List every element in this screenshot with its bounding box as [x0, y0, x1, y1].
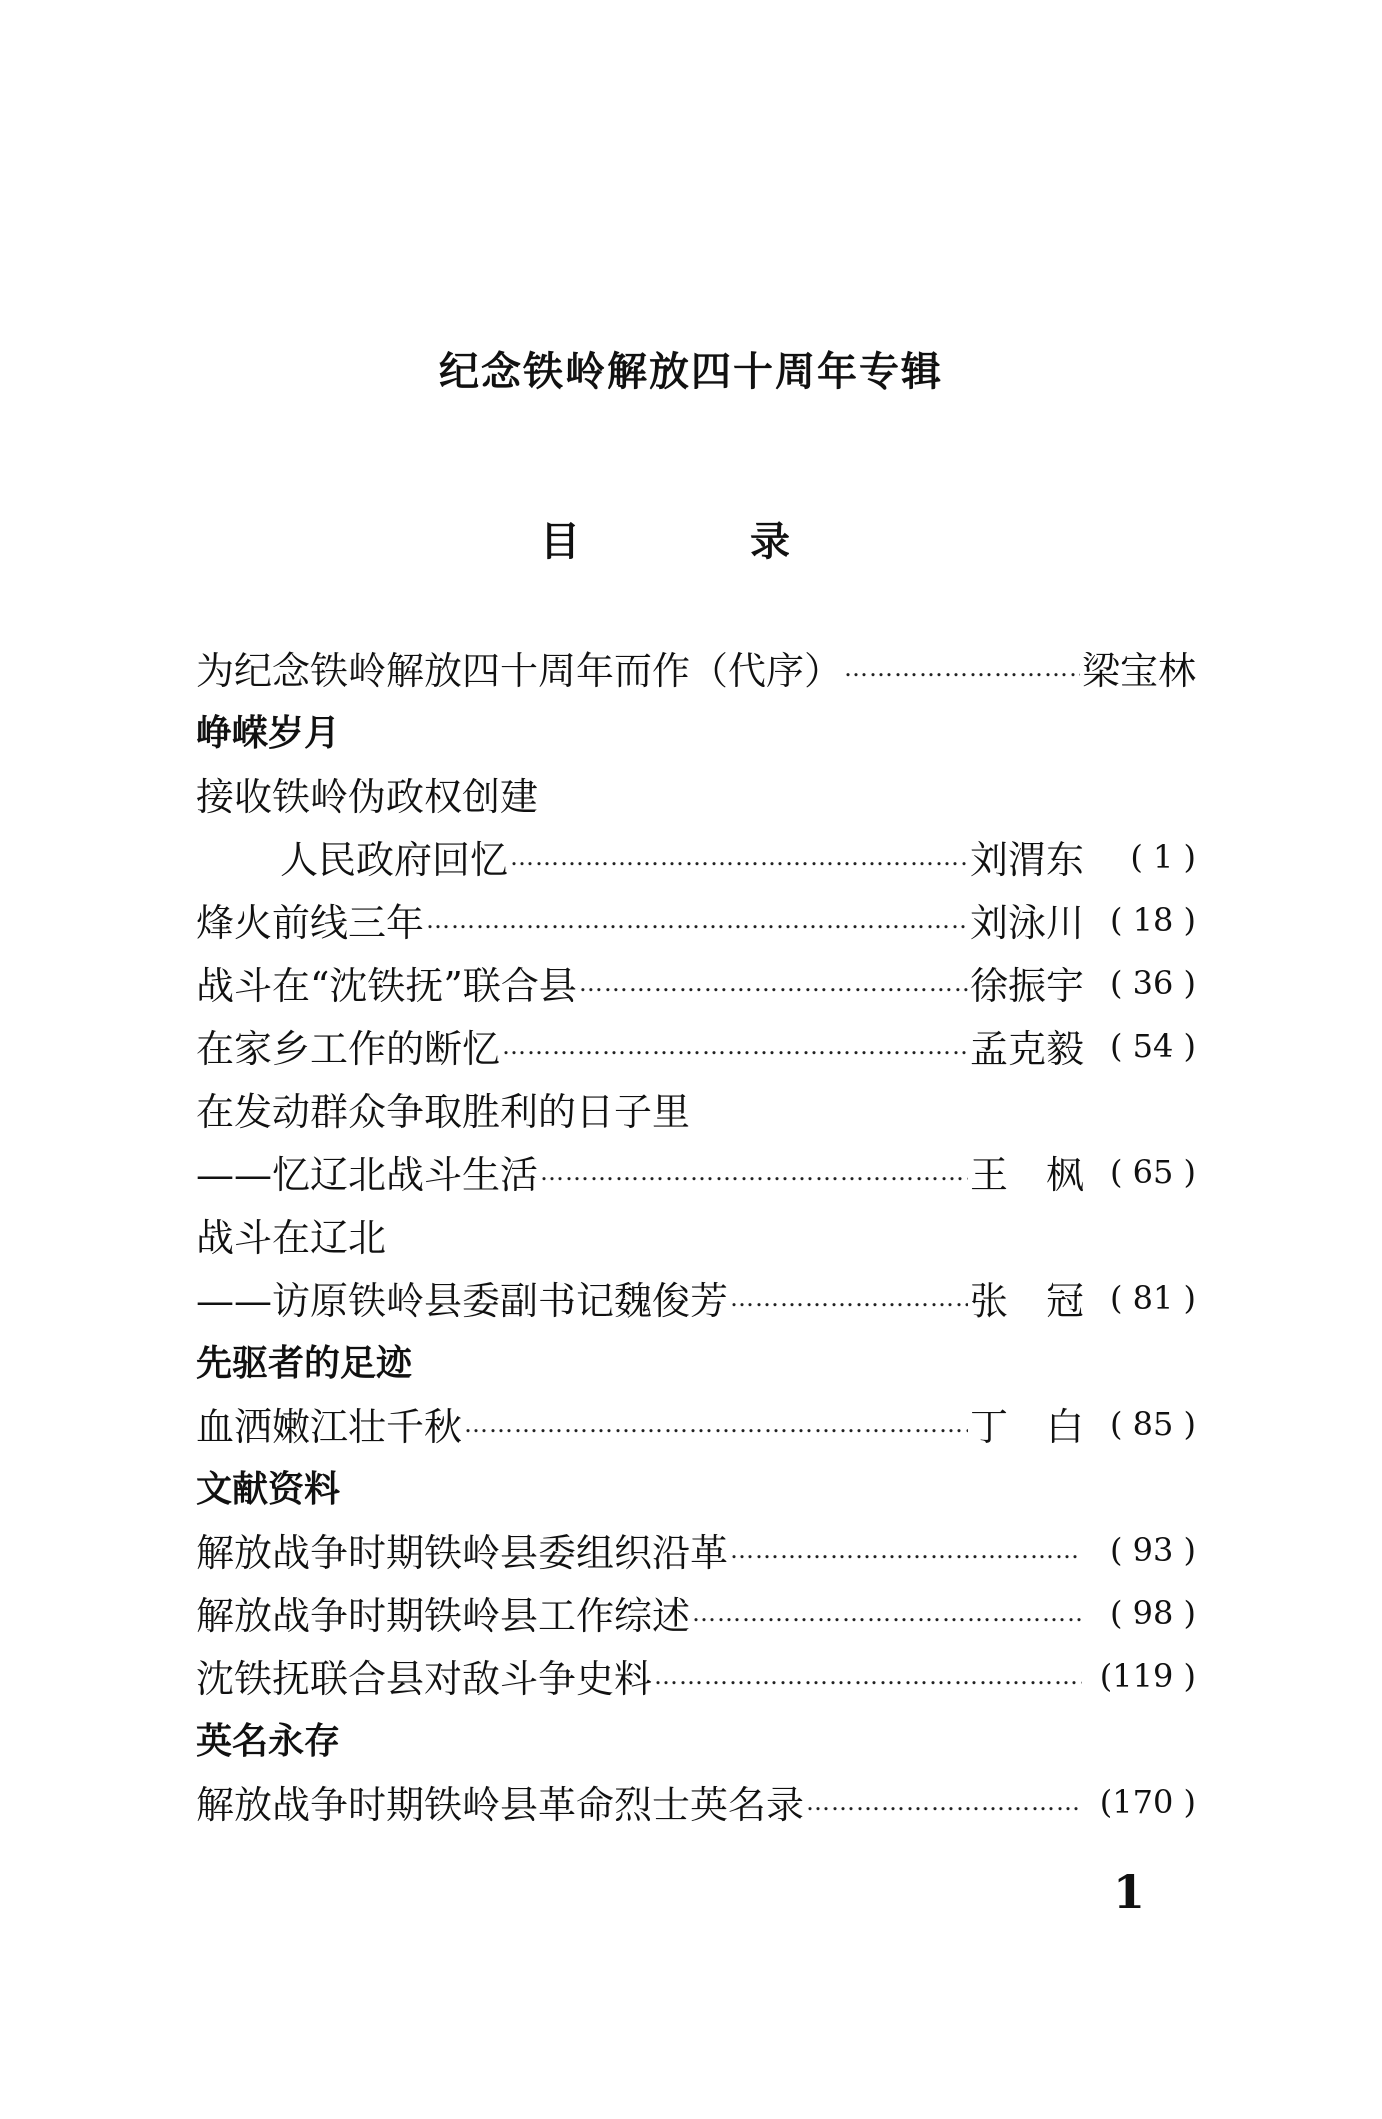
toc-entry-title: 解放战争时期铁岭县委组织沿革 — [196, 1531, 729, 1575]
table-of-contents — [196, 636, 1196, 1833]
toc-entry-author: 梁宝林 — [1081, 649, 1196, 693]
leader-dots — [844, 654, 1080, 682]
toc-entry-title: 烽火前线三年 — [196, 901, 425, 945]
toc-entry — [196, 825, 1196, 888]
toc-entry-title: 文献资料 — [196, 1469, 341, 1510]
toc-entry-author: 丁 白 — [969, 1405, 1084, 1449]
toc-entry-page: ( 65 ) — [1109, 1152, 1196, 1191]
leader-dots — [502, 1032, 968, 1060]
toc-entry-title: 血洒嫩江壮千秋 — [196, 1405, 463, 1449]
toc-entry-page: (119 ) — [1099, 1656, 1196, 1695]
toc-entry-page: ( 36 ) — [1109, 963, 1196, 1002]
toc-entry-title: 人民政府回忆 — [280, 838, 509, 882]
toc-entry-title: 先驱者的足迹 — [196, 1343, 413, 1384]
toc-entry-author: 徐振宇 — [969, 964, 1084, 1008]
toc-entry — [196, 1203, 1196, 1266]
toc-entry-title: ——忆辽北战斗生活 — [196, 1153, 539, 1197]
toc-entry-title: 英名永存 — [196, 1721, 341, 1762]
leader-dots — [426, 906, 968, 934]
toc-entry-page: ( 54 ) — [1109, 1026, 1196, 1065]
toc-entry-page: ( 93 ) — [1109, 1530, 1196, 1569]
toc-entry-title: 为纪念铁岭解放四十周年而作（代序） — [196, 649, 843, 693]
toc-entry-title: 接收铁岭伪政权创建 — [196, 775, 539, 819]
toc-entry-page: ( 18 ) — [1109, 900, 1196, 939]
toc-entry — [196, 1266, 1196, 1329]
toc-entry-page: ( 85 ) — [1109, 1404, 1196, 1443]
toc-section-heading — [196, 699, 1196, 762]
leader-dots — [692, 1599, 1082, 1627]
toc-entry-title: 解放战争时期铁岭县工作综述 — [196, 1594, 691, 1638]
leader-dots — [510, 843, 968, 871]
toc-entry — [196, 1014, 1196, 1077]
special-issue-title: 纪念铁岭解放四十周年专辑 — [439, 349, 943, 395]
toc-entry-page: ( 98 ) — [1109, 1593, 1196, 1632]
leader-dots — [730, 1284, 968, 1312]
toc-section-heading — [196, 1707, 1196, 1770]
contents-heading — [540, 510, 790, 567]
toc-entry-author: 张 冠 — [969, 1279, 1084, 1323]
toc-entry-page: (170 ) — [1099, 1782, 1196, 1821]
toc-entry-title: 战斗在辽北 — [196, 1216, 387, 1260]
toc-entry — [196, 762, 1196, 825]
contents-heading-char-1: 目 — [540, 519, 580, 565]
toc-entry-title: 在家乡工作的断忆 — [196, 1027, 501, 1071]
toc-section-heading — [196, 1329, 1196, 1392]
toc-entry — [196, 1140, 1196, 1203]
leader-dots — [464, 1410, 968, 1438]
toc-entry-title: 战斗在“沈铁抚”联合县 — [196, 964, 577, 1008]
toc-entry — [196, 1581, 1196, 1644]
toc-entry-title: 解放战争时期铁岭县革命烈士英名录 — [196, 1783, 805, 1827]
toc-entry-page: ( 1 ) — [1130, 837, 1196, 876]
toc-entry-author: 刘泳川 — [969, 901, 1084, 945]
toc-entry — [196, 1770, 1196, 1833]
toc-entry — [196, 636, 1196, 699]
toc-entry-author: 刘渭东 — [969, 838, 1084, 882]
toc-entry-title: 沈铁抚联合县对敌斗争史料 — [196, 1657, 653, 1701]
toc-entry — [196, 1644, 1196, 1707]
toc-entry — [196, 888, 1196, 951]
toc-section-heading — [196, 1455, 1196, 1518]
toc-entry — [196, 951, 1196, 1014]
toc-entry — [196, 1392, 1196, 1455]
toc-entry-page: ( 81 ) — [1109, 1278, 1196, 1317]
toc-entry-title: 在发动群众争取胜利的日子里 — [196, 1090, 691, 1134]
leader-dots — [579, 969, 968, 997]
leader-dots — [730, 1536, 1082, 1564]
toc-entry-title: ——访原铁岭县委副书记魏俊芳 — [196, 1279, 729, 1323]
leader-dots — [654, 1662, 1082, 1690]
contents-heading-char-2: 录 — [750, 519, 790, 565]
toc-entry-author: 王 枫 — [969, 1153, 1084, 1197]
toc-entry — [196, 1077, 1196, 1140]
page-number: 1 — [1113, 1865, 1146, 1919]
toc-entry — [196, 1518, 1196, 1581]
leader-dots — [540, 1158, 968, 1186]
toc-entry-title: 峥嵘岁月 — [196, 713, 341, 754]
leader-dots — [806, 1788, 1082, 1816]
toc-entry-author: 孟克毅 — [969, 1027, 1084, 1071]
